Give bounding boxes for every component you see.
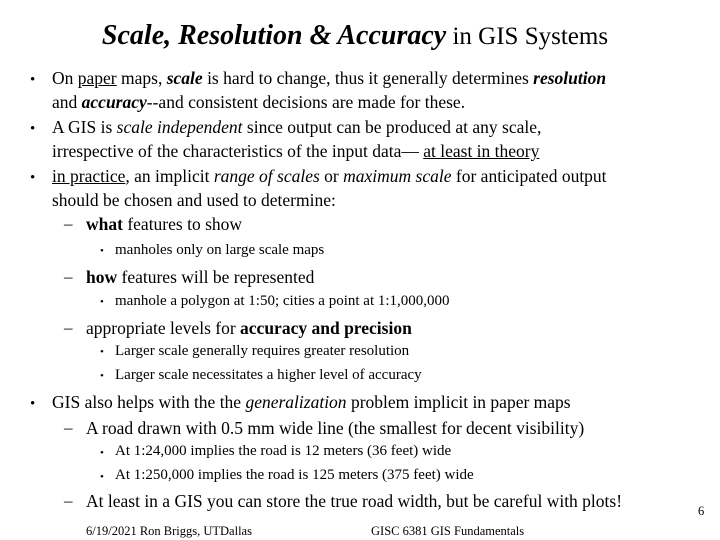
bullet-1-line-2: and accuracy--and consistent decisions are made for these. [52,92,466,112]
how-sub-line: manhole a polygon at 1:50; cities a point at 1:1,000,000 [115,293,450,309]
page-number: 6 [698,504,705,518]
bullet-2-marker: • [30,121,36,137]
in-practice-text: in practice [52,166,126,186]
how-line: how features will be represented [86,267,315,287]
bullet-4-line-1: GIS also helps with the the generalization problem implicit in paper maps [52,392,571,412]
road-sub-2-marker: • [100,471,104,483]
title-main: Scale, Resolution & Accuracy [101,20,447,51]
accuracy-bold: accuracy [240,318,308,338]
how-term: how [86,267,118,287]
scale-independent-term: scale independent [116,117,243,137]
levels-sub-1-marker: • [100,346,104,358]
road-sub-1-marker: • [100,447,104,459]
what-term: what [86,214,123,234]
road-sub-1-line: At 1:24,000 implies the road is 12 meters (36 feet) wide [115,443,452,459]
road-dash: – [64,418,73,437]
bullet-3-line-1: in practice, an implicit range of scales or maximum scale for anticipated output [52,166,607,186]
at-least-line: At least in a GIS you can store the true road width, but be careful with plots! [86,491,623,511]
bullet-4-marker: • [30,396,36,412]
bullet-3-marker: • [30,170,36,186]
bullet-1-marker: • [30,72,36,88]
levels-sub-1-line: Larger scale generally requires greater resolution [115,343,410,359]
road-line: A road drawn with 0.5 mm wide line (the smallest for decent visibility) [86,418,585,438]
maximum-scale-term: maximum scale [343,166,452,186]
bullet-2-line-2: irrespective of the characteristics of the input data— at least in theory [52,141,540,161]
levels-sub-2-line: Larger scale necessitates a higher level of accuracy [115,367,422,383]
how-sub-marker: • [100,296,104,308]
what-dash: – [64,214,73,233]
title-sub: in GIS Systems [446,23,609,50]
at-least-in-theory-text: at least in theory [423,141,540,161]
road-sub-2-line: At 1:250,000 implies the road is 125 meters (375 feet) wide [115,467,474,483]
range-of-scales-term: range of scales [213,166,320,186]
generalization-term: generalization [245,392,347,412]
precision-bold: precision [344,318,412,338]
levels-dash: – [64,318,73,337]
footer-right: GISC 6381 GIS Fundamentals [371,524,525,538]
levels-sub-2-marker: • [100,370,104,382]
accuracy-term: accuracy [81,92,147,112]
paper-text: paper [77,68,117,88]
footer-left: 6/19/2021 Ron Briggs, UTDallas [86,524,252,538]
what-sub-line: manholes only on large scale maps [115,242,325,258]
levels-line: appropriate levels for accuracy and precision [86,318,412,338]
what-line: what features to show [86,214,243,234]
bullet-1-line-1: On paper maps, scale is hard to change, thus it generally determines resolution [52,68,607,88]
what-sub-marker: • [100,245,104,257]
resolution-term: resolution [533,68,607,88]
at-least-dash: – [64,491,73,510]
scale-term: scale [166,68,203,88]
bullet-2-line-1: A GIS is scale independent since output can be produced at any scale, [52,117,542,137]
slide-title [0,20,710,52]
how-dash: – [64,267,73,286]
bullet-3-line-2: should be chosen and used to determine: [52,190,336,210]
